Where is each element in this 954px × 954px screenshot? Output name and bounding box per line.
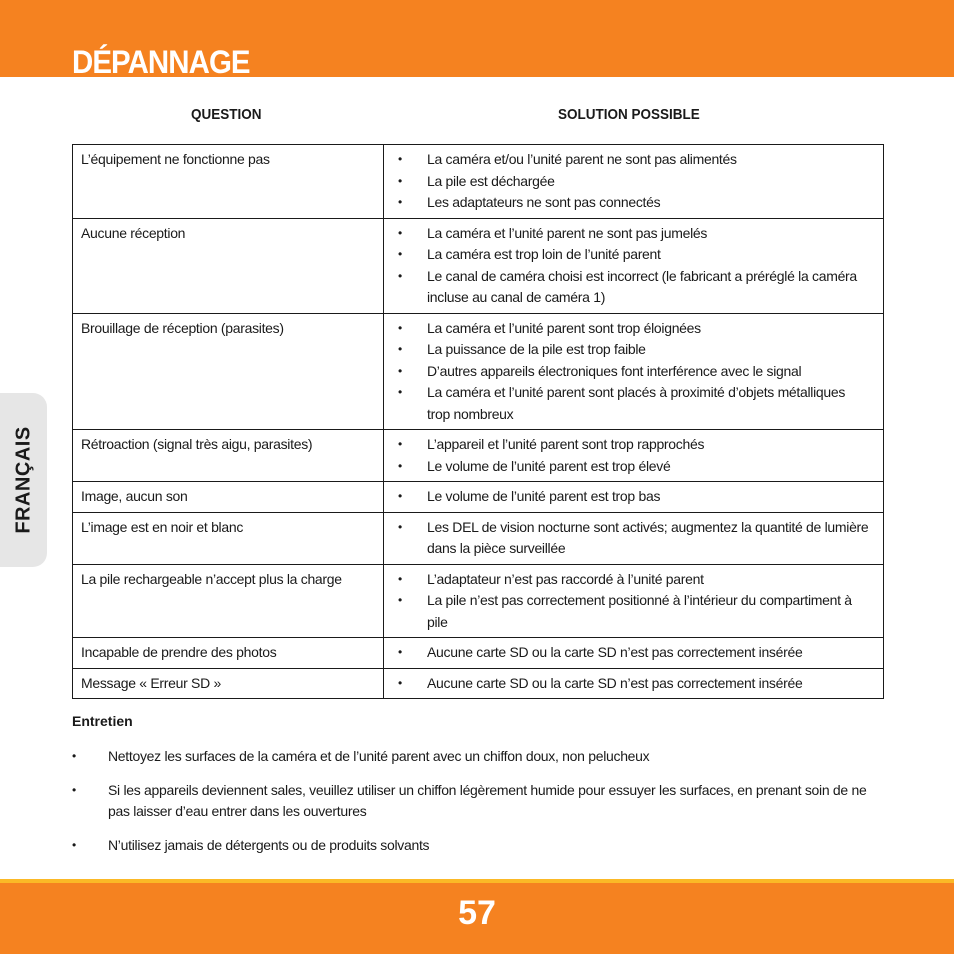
table-row: [73, 668, 884, 699]
question-cell: Message « Erreur SD »: [73, 668, 384, 699]
table-row: [73, 218, 884, 313]
solution-item: • Le volume de l’unité parent est trop bas: [392, 486, 875, 508]
column-header-question: QUESTION: [191, 106, 262, 123]
table-row: [73, 512, 884, 564]
maintenance-list: [72, 746, 884, 869]
solution-list: [392, 223, 875, 309]
solution-cell: [384, 313, 884, 430]
solution-cell: [384, 430, 884, 482]
question-cell: Brouillage de réception (parasites): [73, 313, 384, 430]
question-cell: L’équipement ne fonctionne pas: [73, 145, 384, 219]
maintenance-item: • Si les appareils deviennent sales, veuillez utiliser un chiffon légèrement humide pour essuyer les surfaces, en prenant soin de ne pas laisser d’eau entrer dans les ouvertures: [72, 780, 884, 822]
solution-list: [392, 673, 875, 695]
solution-cell: [384, 512, 884, 564]
table-row: [73, 638, 884, 669]
language-tab: [0, 393, 47, 567]
solution-item: • Les adaptateurs ne sont pas connectés: [392, 192, 875, 214]
solution-list: [392, 642, 875, 664]
solution-item: • Le volume de l’unité parent est trop élevé: [392, 456, 875, 478]
solution-cell: [384, 145, 884, 219]
solution-item: • Les DEL de vision nocturne sont activés; augmentez la quantité de lumière dans la pièce surveillée: [392, 517, 875, 560]
solution-cell: [384, 638, 884, 669]
solution-list: [392, 569, 875, 634]
maintenance-title: Entretien: [72, 713, 133, 729]
table-row: [73, 145, 884, 219]
column-header-solution: SOLUTION POSSIBLE: [558, 106, 700, 123]
solution-item: • Le canal de caméra choisi est incorrect (le fabricant a préréglé la caméra incluse au canal de caméra 1): [392, 266, 875, 309]
table-row: [73, 564, 884, 638]
solution-cell: [384, 668, 884, 699]
question-cell: Image, aucun son: [73, 482, 384, 513]
solution-item: • La pile est déchargée: [392, 171, 875, 193]
solution-cell: [384, 564, 884, 638]
language-tab-label: FRANÇAIS: [12, 426, 34, 534]
troubleshooting-table: [72, 144, 884, 699]
solution-list: [392, 486, 875, 508]
solution-item: • L’adaptateur n’est pas raccordé à l’unité parent: [392, 569, 875, 591]
solution-cell: [384, 482, 884, 513]
solution-item: • L’appareil et l’unité parent sont trop rapprochés: [392, 434, 875, 456]
table-row: [73, 313, 884, 430]
question-cell: Aucune réception: [73, 218, 384, 313]
solution-item: • La caméra et/ou l’unité parent ne sont pas alimentés: [392, 149, 875, 171]
solution-item: • La caméra et l’unité parent ne sont pas jumelés: [392, 223, 875, 245]
question-cell: La pile rechargeable n’accept plus la charge: [73, 564, 384, 638]
solution-cell: [384, 218, 884, 313]
question-cell: Rétroaction (signal très aigu, parasites): [73, 430, 384, 482]
table-row: [73, 482, 884, 513]
table-row: [73, 430, 884, 482]
page-title: DÉPANNAGE: [72, 44, 250, 80]
solution-list: [392, 318, 875, 426]
solution-item: • D’autres appareils électroniques font interférence avec le signal: [392, 361, 875, 383]
solution-list: [392, 434, 875, 477]
solution-item: • La caméra et l’unité parent sont trop éloignées: [392, 318, 875, 340]
solution-item: • Aucune carte SD ou la carte SD n’est pas correctement insérée: [392, 642, 875, 664]
solution-item: • La caméra et l’unité parent sont placés à proximité d’objets métalliques trop nombreux: [392, 382, 875, 425]
maintenance-item: • Nettoyez les surfaces de la caméra et de l’unité parent avec un chiffon doux, non pelucheux: [72, 746, 884, 767]
solution-item: • La caméra est trop loin de l’unité parent: [392, 244, 875, 266]
maintenance-item: • N’utilisez jamais de détergents ou de produits solvants: [72, 835, 884, 856]
question-cell: L’image est en noir et blanc: [73, 512, 384, 564]
page-number: 57: [458, 894, 496, 932]
solution-item: • La pile n’est pas correctement positionné à l’intérieur du compartiment à pile: [392, 590, 875, 633]
question-cell: Incapable de prendre des photos: [73, 638, 384, 669]
solution-item: • La puissance de la pile est trop faible: [392, 339, 875, 361]
solution-list: [392, 149, 875, 214]
solution-list: [392, 517, 875, 560]
solution-item: • Aucune carte SD ou la carte SD n’est pas correctement insérée: [392, 673, 875, 695]
